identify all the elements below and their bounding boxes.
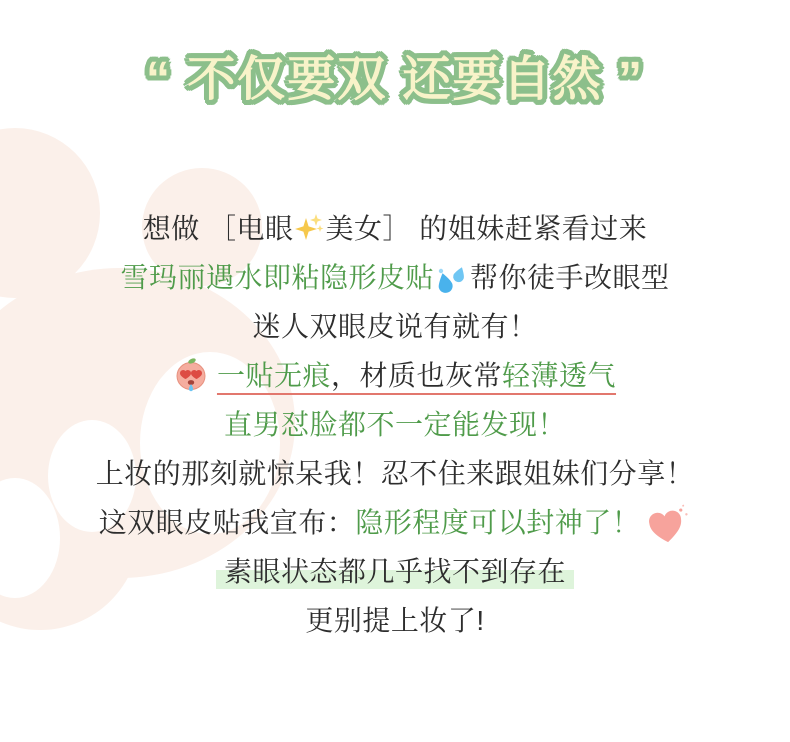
- body-lines: [0, 202, 790, 643]
- text-line: [0, 496, 790, 545]
- text-line: [0, 447, 790, 496]
- text-line: [0, 202, 790, 251]
- page-title: “ 不仅要双 还要自然 ”: [145, 53, 644, 106]
- text-line: [0, 349, 790, 398]
- heart-eyes-drool-face-icon: [174, 356, 208, 392]
- text-line: [0, 251, 790, 300]
- text-segment: 上妆的那刻就惊呆我！忍不住来跟姐妹们分享！: [95, 458, 695, 490]
- water-drops-icon: [436, 265, 468, 295]
- text-segment: ，材质也灰常: [330, 360, 502, 392]
- text-line: [0, 300, 790, 349]
- text-line: [0, 545, 790, 594]
- text-segment: 一贴无痕: [216, 360, 331, 392]
- text-segment: 迷人双眼皮说有就有！: [252, 311, 538, 343]
- text-segment: 直男怼脸都不一定能发现！: [223, 409, 566, 441]
- text-segment: 素眼状态都几乎找不到存在: [216, 556, 574, 589]
- text-segment: 雪玛丽遇水即粘隐形皮贴: [120, 262, 434, 294]
- text-segment: 美女］ 的姐妹赶紧看过来: [325, 213, 648, 245]
- sparkles-icon: [295, 212, 325, 242]
- text-line: [0, 594, 790, 643]
- text-segment: 这双眼皮贴我宣布：: [98, 507, 356, 539]
- text-line: [0, 398, 790, 447]
- text-segment: 想做 ［电眼: [142, 213, 294, 245]
- text-segment: 轻薄透气: [502, 360, 617, 392]
- pink-heart-icon: [643, 503, 694, 551]
- text-segment: 更别提上妆了!: [305, 605, 485, 637]
- text-segment: 隐形程度可以封神了！: [355, 507, 641, 539]
- text-segment: 帮你徒手改眼型: [470, 262, 670, 294]
